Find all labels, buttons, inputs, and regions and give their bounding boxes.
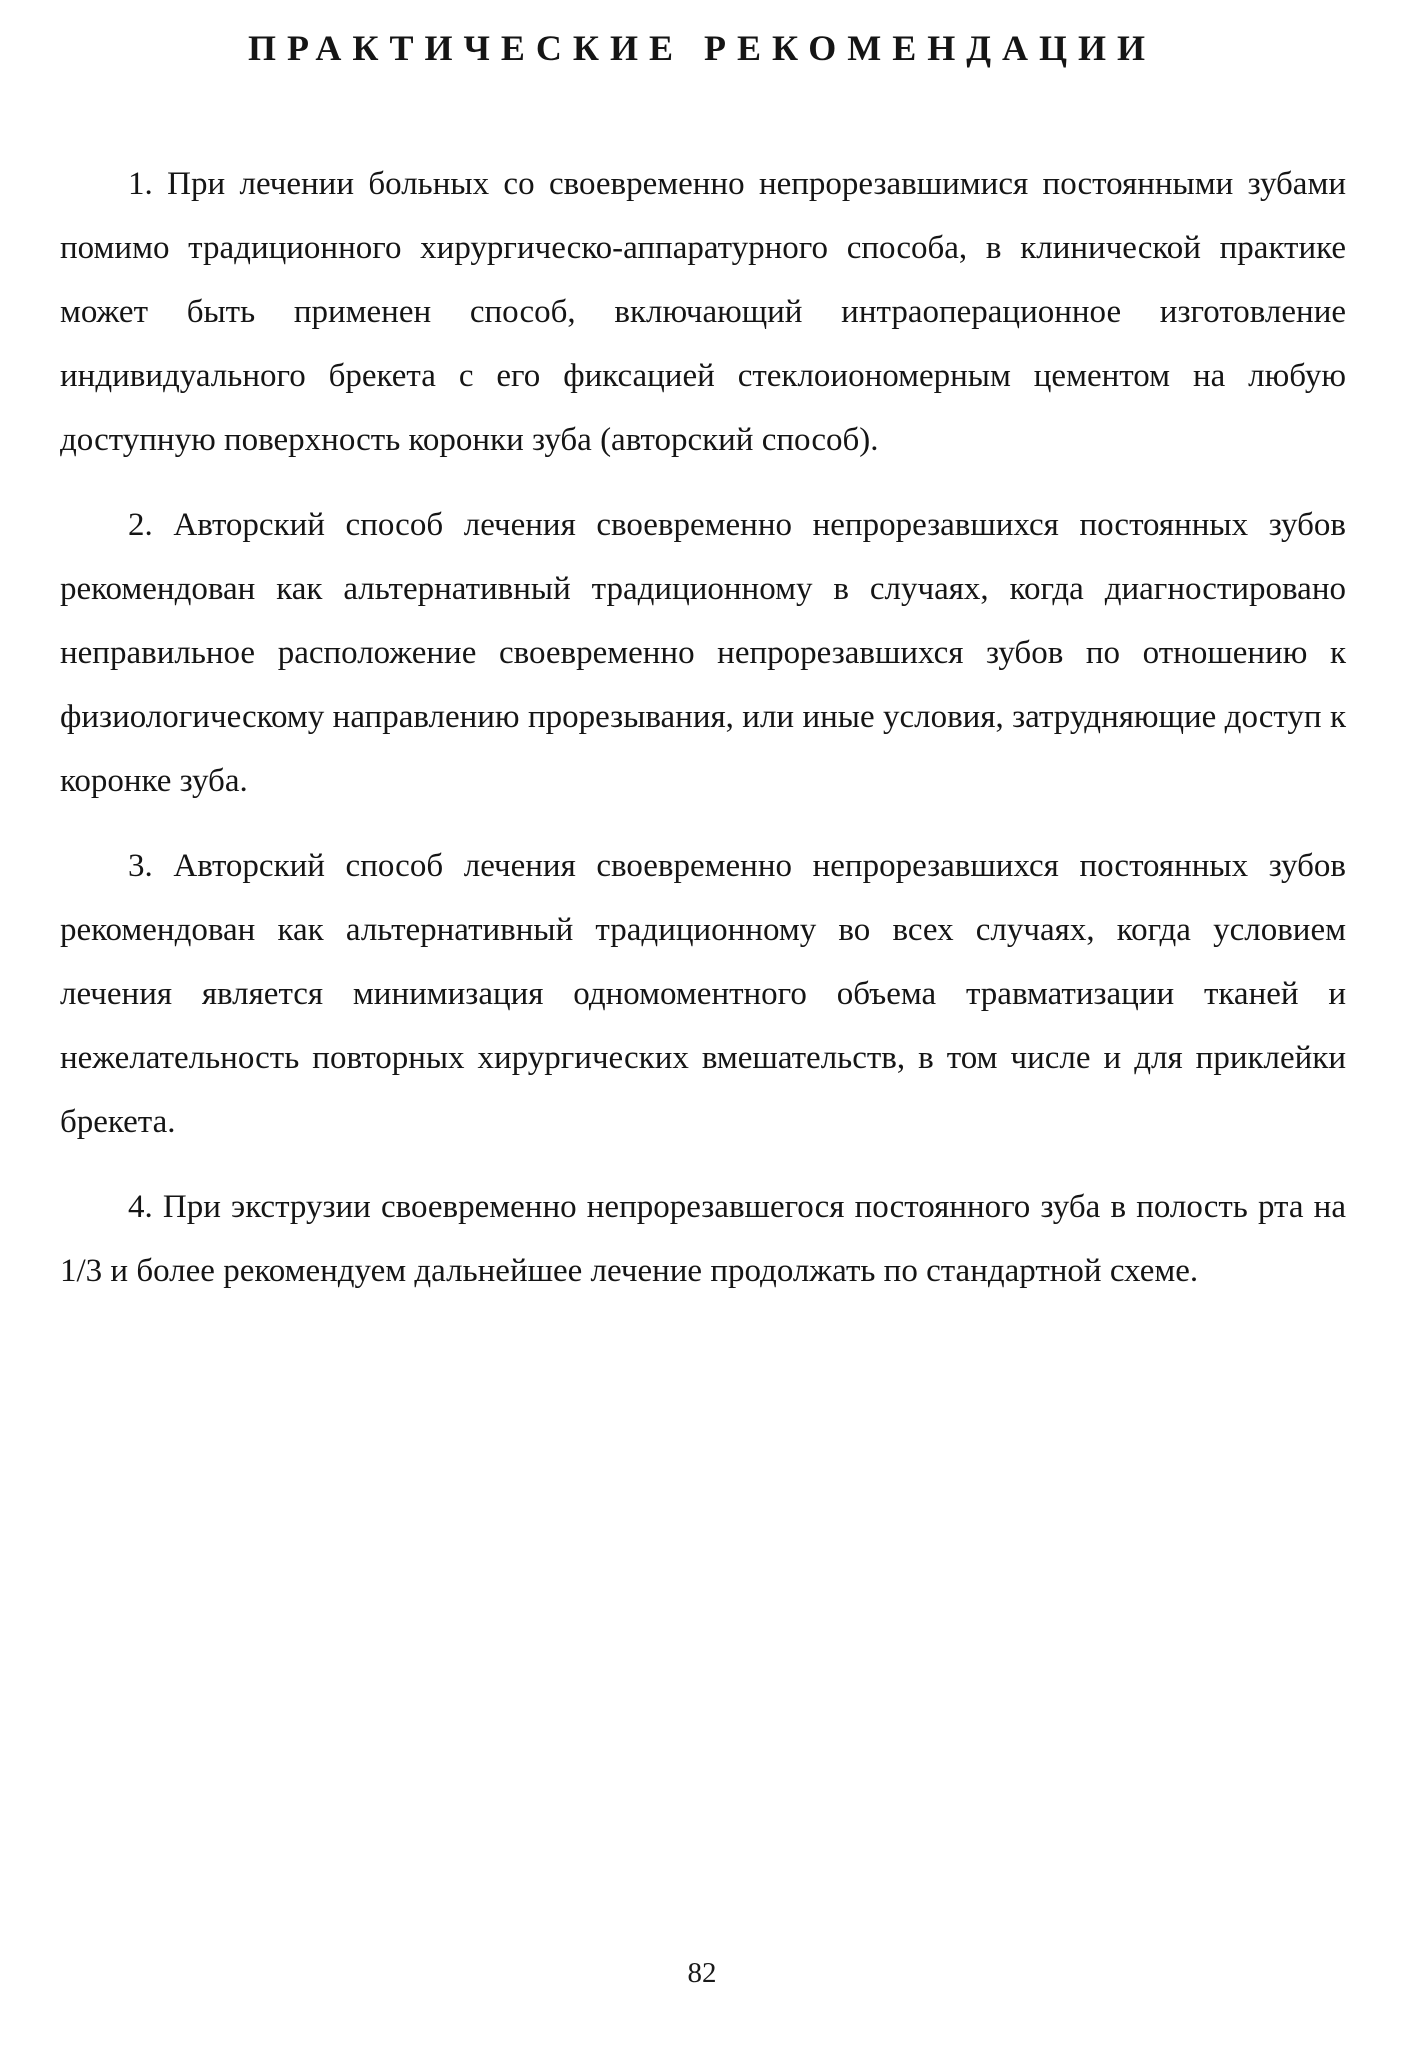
page-number: 82 bbox=[687, 1957, 717, 1989]
recommendation-paragraph-3: 3. Авторский способ лечения своевременно непрорезавшихся постоянных зубов рекомендован как альтернативный традиционному во всех случаях, когда условием лечения является минимизация одномоментного объема травматизации тканей и нежелательность повторных хирургических вмешательств, в том числе и для приклейки брекета. bbox=[60, 848, 1346, 1140]
page-heading: ПРАКТИЧЕСКИЕ РЕКОМЕНДАЦИИ bbox=[247, 28, 1157, 68]
recommendations-body bbox=[60, 152, 1346, 1324]
recommendation-paragraph-4: 4. При экструзии своевременно непрорезавшегося постоянного зуба в полость рта на 1/3 и более рекомендуем дальнейшее лечение продолжать по стандартной схеме. bbox=[60, 1189, 1346, 1289]
recommendation-paragraph-1: 1. При лечении больных со своевременно непрорезавшимися постоянными зубами помимо традиционного хирургическо-аппаратурного способа, в клинической практике может быть применен способ, включающий интраоперационное изготовление индивидуального брекета с его фиксацией стеклоиономерным цементом на любую доступную поверхность коронки зуба (авторский способ). bbox=[60, 166, 1346, 458]
recommendation-paragraph-2: 2. Авторский способ лечения своевременно непрорезавшихся постоянных зубов рекомендован как альтернативный традиционному в случаях, когда диагностировано неправильное расположение своевременно непрорезавшихся зубов по отношению к физиологическому направлению прорезывания, или иные условия, затрудняющие доступ к коронке зуба. bbox=[60, 507, 1346, 799]
